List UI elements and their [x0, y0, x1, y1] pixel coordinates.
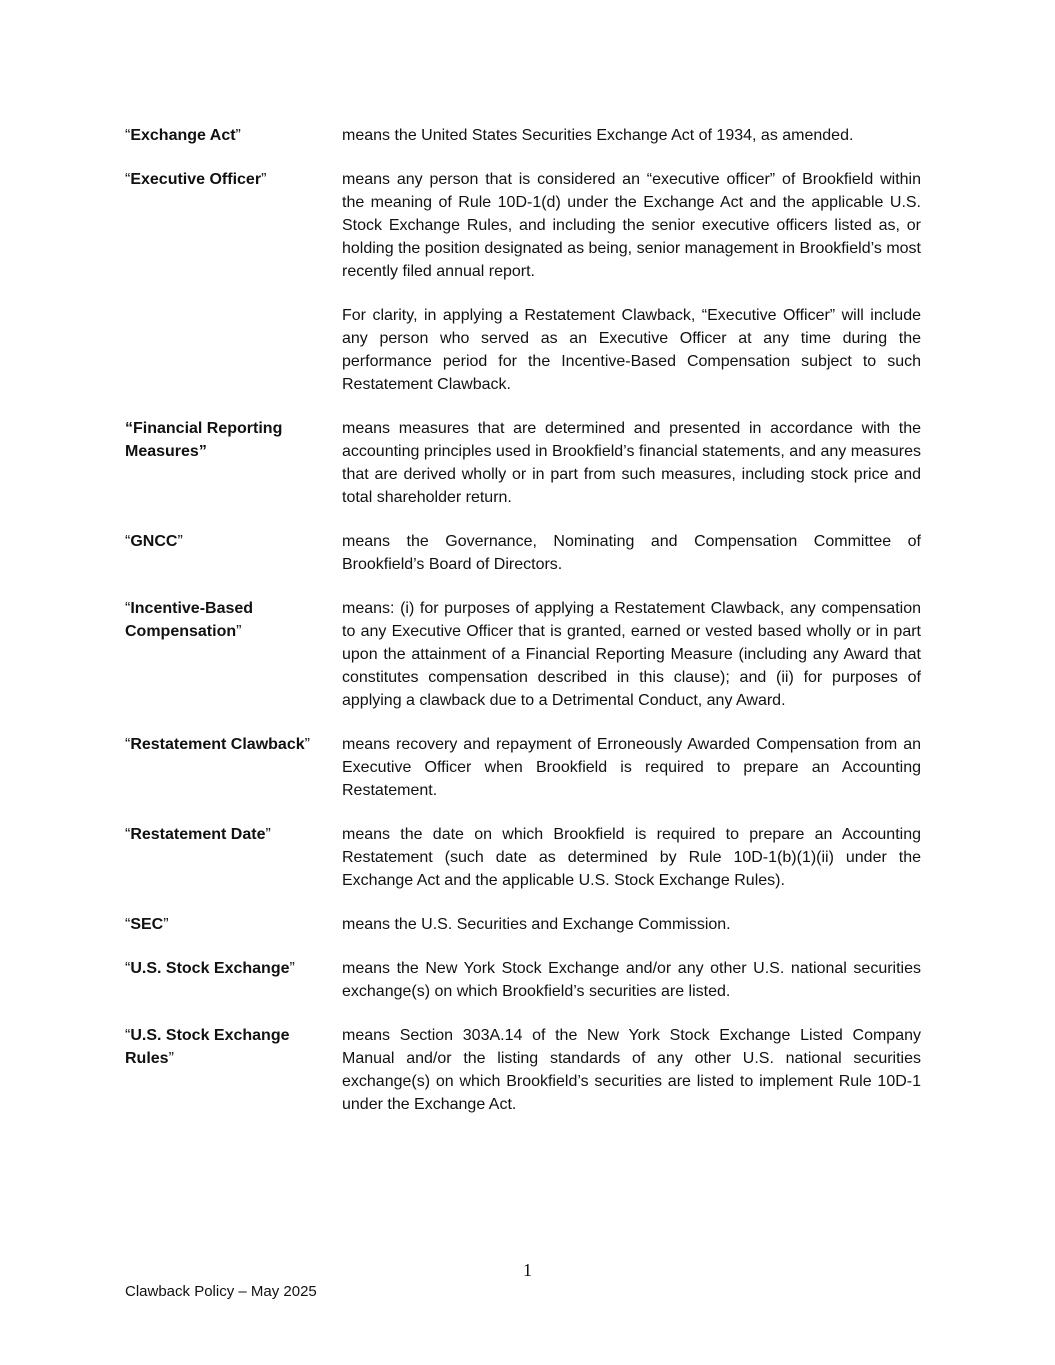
term: “Incentive-Based Compensation” — [125, 600, 254, 640]
term-name: Exchange Act — [130, 127, 236, 144]
term-name: Incentive-Based Compensation — [125, 600, 254, 640]
definition-financial-reporting-measures — [125, 417, 921, 509]
term: “Executive Officer” — [125, 171, 267, 188]
term: “Restatement Date” — [125, 826, 271, 843]
meaning-paragraph: means the Governance, Nominating and Compensation Committee of Brookfield’s Board of Directors. — [342, 533, 921, 573]
meaning-paragraph: means the date on which Brookfield is required to prepare an Accounting Restatement (such date as determined by Rule 10D-1(b)(1)(ii) under the Exchange Act and the applicable U.S. Stock Exchange Rules). — [342, 826, 921, 889]
meaning — [342, 168, 921, 396]
term-name: Restatement Date — [130, 826, 266, 843]
meaning-paragraph: means recovery and repayment of Erroneously Awarded Compensation from an Executive Officer when Brookfield is required to prepare an Accounting Restatement. — [342, 736, 921, 799]
term: “Restatement Clawback” — [125, 736, 310, 753]
page-number: 1 — [523, 1260, 532, 1280]
definition-restatement-clawback — [125, 733, 921, 802]
meaning — [342, 1024, 921, 1116]
definitions-list — [125, 124, 921, 1137]
term-name: U.S. Stock Exchange Rules — [125, 1027, 290, 1067]
definition-restatement-date — [125, 823, 921, 892]
definition-sec — [125, 913, 921, 936]
meaning-paragraph: means the U.S. Securities and Exchange Commission. — [342, 916, 731, 933]
definition-us-stock-exchange — [125, 957, 921, 1003]
term: “GNCC” — [125, 533, 183, 550]
meaning — [342, 823, 921, 892]
definition-us-stock-exchange-rules — [125, 1024, 921, 1116]
term-name: U.S. Stock Exchange — [130, 960, 290, 977]
term-name: Executive Officer — [130, 171, 262, 188]
meaning — [342, 913, 921, 936]
term-name: SEC — [130, 916, 164, 933]
definition-executive-officer — [125, 168, 921, 396]
term: “Exchange Act” — [125, 127, 241, 144]
meaning-paragraph: means measures that are determined and presented in accordance with the accounting principles used in Brookfield’s financial statements, and any measures that are derived wholly or in part from such measures, including stock price and total shareholder return. — [342, 420, 921, 506]
meaning-paragraph: means: (i) for purposes of applying a Restatement Clawback, any compensation to any Executive Officer that is granted, earned or vested based wholly or in part upon the attainment of a Financial Reporting Measure (including any Award that constitutes compensation described in this clause); and (ii) for purposes of applying a clawback due to a Detrimental Conduct, any Award. — [342, 600, 921, 709]
definition-gncc — [125, 530, 921, 576]
meaning-paragraph: means any person that is considered an “executive officer” of Brookfield within the meaning of Rule 10D-1(d) under the Exchange Act and the applicable U.S. Stock Exchange Rules, and including the senior executive officers listed as, or holding the position designated as being, senior management in Brookfield’s most recently filed annual report. — [342, 171, 921, 280]
term: “U.S. Stock Exchange” — [125, 960, 295, 977]
meaning — [342, 530, 921, 576]
meaning-paragraph: means Section 303A.14 of the New York Stock Exchange Listed Company Manual and/or the listing standards of any other U.S. national securities exchange(s) on which Brookfield’s securities are listed to implement Rule 10D-1 under the Exchange Act. — [342, 1027, 921, 1113]
term-name: Restatement Clawback — [130, 736, 305, 753]
meaning-paragraph: For clarity, in applying a Restatement Clawback, “Executive Officer” will include any person who served as an Executive Officer at any time during the performance period for the Incentive-Based Compensation subject to such Restatement Clawback. — [342, 307, 921, 393]
term: “SEC” — [125, 916, 169, 933]
meaning-paragraph: means the United States Securities Exchange Act of 1934, as amended. — [342, 127, 854, 144]
meaning — [342, 417, 921, 509]
term-name: Financial Reporting Measures — [125, 420, 283, 460]
term-name: GNCC — [130, 533, 178, 550]
meaning-paragraph: means the New York Stock Exchange and/or any other U.S. national securities exchange(s) on which Brookfield’s securities are listed. — [342, 960, 921, 1000]
meaning — [342, 957, 921, 1003]
meaning — [342, 597, 921, 712]
meaning — [342, 733, 921, 802]
footer-text: Clawback Policy – May 2025 — [125, 1283, 317, 1300]
meaning — [342, 124, 921, 147]
definition-exchange-act — [125, 124, 921, 147]
term: “Financial Reporting Measures” — [125, 420, 283, 460]
term: “U.S. Stock Exchange Rules” — [125, 1027, 290, 1067]
definition-incentive-based-compensation — [125, 597, 921, 712]
